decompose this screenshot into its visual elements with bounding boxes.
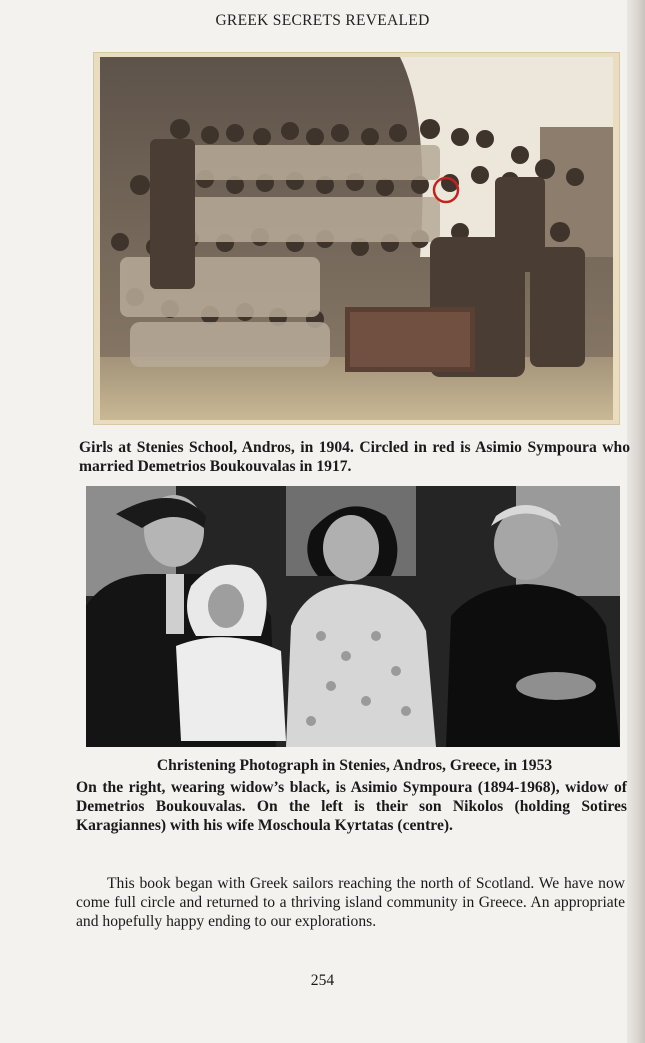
running-head: GREEK SECRETS REVEALED	[215, 12, 430, 29]
christening-photo-drawing	[86, 486, 620, 747]
school-photo-frame	[93, 52, 620, 425]
figure2-caption: On the right, wearing widow’s black, is Asimio Sympoura (1894-1968), widow of Demetrios Boukouvalas. On the left is their son Nikolos (holding Sotires Karagiannes) with his wife Moschoula Kyrtatas (centre).	[76, 779, 627, 834]
school-group-photo-drawing	[100, 57, 613, 420]
school-group-photo	[100, 57, 613, 420]
figure1-caption: Girls at Stenies School, Andros, in 1904. Circled in red is Asimio Sympoura who married Demetrios Boukouvalas in 1917.	[79, 439, 630, 475]
page-number: 254	[310, 972, 335, 989]
page-edge	[627, 0, 645, 1043]
figure2-caption-title: Christening Photograph in Stenies, Andros, Greece, in 1953	[156, 757, 553, 774]
christening-photo	[86, 486, 620, 747]
body-paragraph: This book began with Greek sailors reaching the north of Scotland. We have now come full circle and returned to a thriving island community in Greece. An appropriate and hopefully happy ending to our explorations.	[76, 875, 625, 930]
